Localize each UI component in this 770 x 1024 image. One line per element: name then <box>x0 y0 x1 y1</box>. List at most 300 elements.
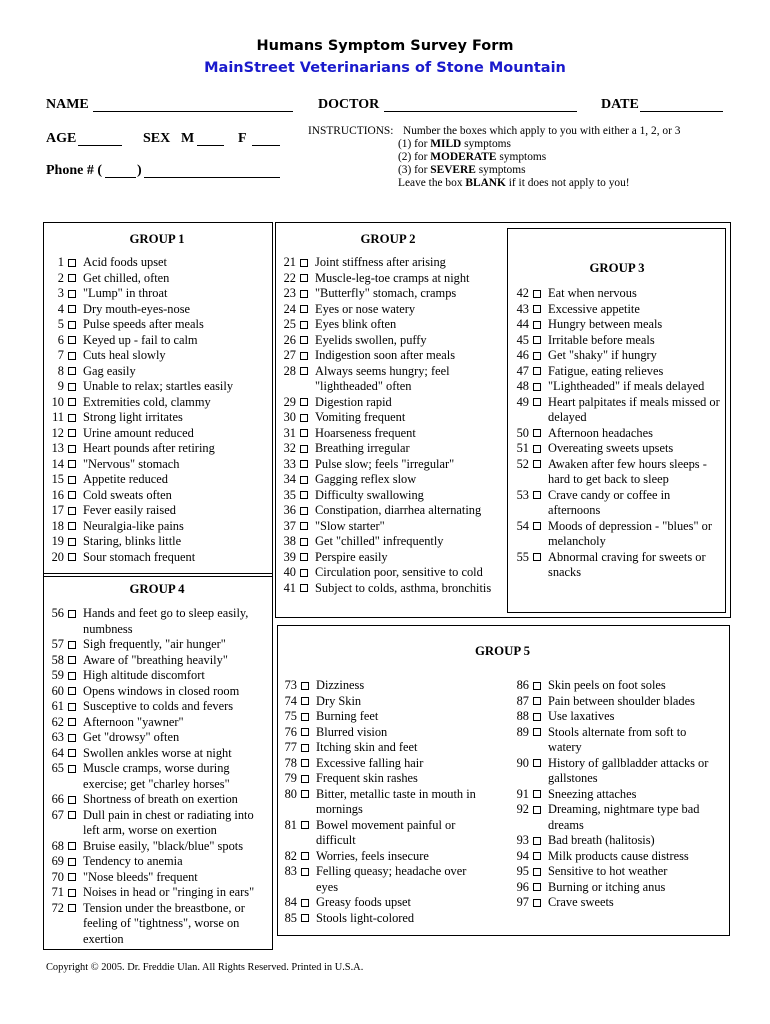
symptom-text: Milk products cause distress <box>548 848 689 863</box>
symptom-item <box>275 395 497 411</box>
symptom-number: 82 <box>284 848 297 863</box>
symptom-text: Worries, feels insecure <box>316 848 429 863</box>
symptom-number: 89 <box>516 724 529 739</box>
symptom-number: 61 <box>51 699 64 713</box>
symptom-number: 71 <box>51 885 64 899</box>
symptom-checkbox[interactable] <box>68 641 76 649</box>
symptom-checkbox[interactable] <box>533 290 541 298</box>
symptom-text: Cuts heal slowly <box>83 348 166 362</box>
symptom-checkbox[interactable] <box>300 491 308 499</box>
symptom-number: 23 <box>283 286 296 300</box>
symptom-text: Vomiting frequent <box>315 410 406 424</box>
symptom-number: 29 <box>283 394 296 409</box>
symptom-checkbox[interactable] <box>533 790 541 798</box>
symptom-text: Noises in head or "ringing in ears" <box>83 885 255 899</box>
symptom-number: 46 <box>516 348 529 362</box>
symptom-item <box>508 379 720 395</box>
symptom-checkbox[interactable] <box>68 703 76 711</box>
symptom-checkbox[interactable] <box>533 759 541 767</box>
group3-list <box>508 286 720 581</box>
symptom-text: Burning or itching anus <box>548 879 666 894</box>
symptom-checkbox[interactable] <box>533 398 541 406</box>
symptom-text: Sigh frequently, "air hunger" <box>83 637 226 651</box>
symptom-text: Get "drowsy" often <box>83 730 180 744</box>
symptom-checkbox[interactable] <box>533 728 541 736</box>
symptom-text: Eyelids swollen, puffy <box>315 332 427 347</box>
symptom-text: Abnormal craving for sweets or snacks <box>548 549 706 579</box>
symptom-checkbox[interactable] <box>301 868 309 876</box>
symptom-number: 58 <box>51 652 64 667</box>
symptom-checkbox[interactable] <box>533 899 541 907</box>
symptom-item <box>276 818 488 849</box>
symptom-item <box>43 302 265 318</box>
sex-female-label: F <box>238 131 247 146</box>
phone-area-code-field[interactable] <box>105 163 136 178</box>
symptom-item <box>276 678 488 694</box>
symptom-checkbox[interactable] <box>300 507 308 515</box>
symptom-checkbox[interactable] <box>68 491 76 499</box>
symptom-number: 49 <box>516 394 529 409</box>
symptom-checkbox[interactable] <box>68 858 76 866</box>
symptom-item <box>508 348 720 364</box>
symptom-checkbox[interactable] <box>533 429 541 437</box>
symptom-number: 45 <box>516 332 529 347</box>
phone-paren: ) <box>137 163 142 178</box>
symptom-checkbox[interactable] <box>68 718 76 726</box>
symptom-checkbox[interactable] <box>68 321 76 329</box>
symptom-number: 52 <box>516 456 529 471</box>
symptom-checkbox[interactable] <box>300 352 308 360</box>
symptom-text: Strong light irritates <box>83 410 183 424</box>
symptom-checkbox[interactable] <box>300 522 308 530</box>
group5-left-list <box>276 678 488 926</box>
symptom-checkbox[interactable] <box>68 672 76 680</box>
symptom-text: Gag easily <box>83 363 136 378</box>
symptom-text: Hungry between meals <box>548 317 663 331</box>
symptom-item <box>43 715 269 731</box>
symptom-checkbox[interactable] <box>533 806 541 814</box>
symptom-item <box>276 911 488 927</box>
symptom-text: Burning feet <box>316 709 379 723</box>
symptom-text: Get "chilled" infrequently <box>315 534 444 548</box>
symptom-number: 15 <box>51 472 64 486</box>
symptom-number: 64 <box>51 745 64 760</box>
symptom-checkbox[interactable] <box>301 790 309 798</box>
symptom-text: Dry mouth-eyes-nose <box>83 301 191 316</box>
symptom-text: Itching skin and feet <box>316 740 418 754</box>
symptom-checkbox[interactable] <box>68 904 76 912</box>
symptom-checkbox[interactable] <box>300 259 308 267</box>
symptom-number: 59 <box>51 668 64 682</box>
symptom-checkbox[interactable] <box>68 414 76 422</box>
symptom-item <box>275 457 497 473</box>
symptom-checkbox[interactable] <box>68 734 76 742</box>
symptom-number: 79 <box>284 771 297 785</box>
symptom-number: 39 <box>283 549 296 564</box>
symptom-checkbox[interactable] <box>533 837 541 845</box>
symptom-text: Staring, blinks little <box>83 534 182 548</box>
symptom-item <box>43 348 265 364</box>
symptom-item <box>275 364 497 395</box>
symptom-checkbox[interactable] <box>301 852 309 860</box>
symptom-item <box>43 550 265 566</box>
symptom-checkbox[interactable] <box>68 367 76 375</box>
symptom-checkbox[interactable] <box>301 775 309 783</box>
symptom-checkbox[interactable] <box>300 445 308 453</box>
name-field[interactable] <box>93 97 293 112</box>
symptom-checkbox[interactable] <box>301 914 309 922</box>
symptom-text: Urine amount reduced <box>83 425 194 440</box>
symptom-checkbox[interactable] <box>533 522 541 530</box>
symptom-item <box>43 792 269 808</box>
symptom-text: "Lump" in throat <box>83 286 168 300</box>
symptom-checkbox[interactable] <box>301 697 309 705</box>
symptom-item <box>275 441 497 457</box>
symptom-text: Heart pounds after retiring <box>83 441 215 455</box>
symptom-text: Circulation poor, sensitive to cold <box>315 565 483 579</box>
symptom-text: Blurred vision <box>316 724 388 739</box>
symptom-number: 35 <box>283 487 296 502</box>
symptom-item <box>508 678 720 694</box>
symptom-text: Stools light-colored <box>316 910 415 925</box>
symptom-checkbox[interactable] <box>68 889 76 897</box>
symptom-item <box>508 709 720 725</box>
symptom-text: Irritable before meals <box>548 332 655 347</box>
group3-title: GROUP 3 <box>589 261 645 275</box>
symptom-checkbox[interactable] <box>533 460 541 468</box>
symptom-text: Afternoon "yawner" <box>83 714 184 729</box>
symptom-number: 26 <box>283 332 296 347</box>
symptom-checkbox[interactable] <box>68 398 76 406</box>
symptom-checkbox[interactable] <box>300 460 308 468</box>
group4-list <box>43 606 269 947</box>
symptom-checkbox[interactable] <box>300 429 308 437</box>
symptom-number: 42 <box>516 286 529 300</box>
symptom-item <box>276 756 488 772</box>
symptom-checkbox[interactable] <box>68 842 76 850</box>
symptom-text: Afternoon headaches <box>548 425 653 440</box>
symptom-item <box>43 534 265 550</box>
symptom-checkbox[interactable] <box>533 868 541 876</box>
symptom-number: 51 <box>516 441 529 455</box>
symptom-checkbox[interactable] <box>300 553 308 561</box>
symptom-number: 43 <box>516 301 529 316</box>
symptom-checkbox[interactable] <box>300 414 308 422</box>
symptom-item <box>43 637 269 653</box>
symptom-item <box>43 808 269 839</box>
symptom-text: Skin peels on foot soles <box>548 678 666 692</box>
symptom-checkbox[interactable] <box>68 522 76 530</box>
symptom-item <box>43 653 269 669</box>
symptom-checkbox[interactable] <box>68 656 76 664</box>
symptom-item <box>43 395 265 411</box>
sex-female-field[interactable] <box>252 131 280 146</box>
symptom-text: Difficulty swallowing <box>315 487 424 502</box>
symptom-text: Fatigue, eating relieves <box>548 363 664 378</box>
symptom-checkbox[interactable] <box>301 821 309 829</box>
symptom-item <box>508 441 720 457</box>
symptom-checkbox[interactable] <box>533 336 541 344</box>
symptom-number: 37 <box>283 518 296 533</box>
symptom-checkbox[interactable] <box>68 873 76 881</box>
symptom-item <box>275 302 497 318</box>
symptom-checkbox[interactable] <box>68 749 76 757</box>
symptom-text: Crave sweets <box>548 895 614 909</box>
symptom-number: 11 <box>52 410 64 424</box>
symptom-text: Bruise easily, "black/blue" spots <box>83 838 244 853</box>
symptom-number: 62 <box>51 714 64 729</box>
symptom-item <box>508 488 720 519</box>
symptom-checkbox[interactable] <box>68 687 76 695</box>
symptom-item <box>43 668 269 684</box>
instructions-label: INSTRUCTIONS: <box>308 125 394 137</box>
symptom-number: 30 <box>283 410 296 424</box>
symptom-item <box>508 849 720 865</box>
symptom-checkbox[interactable] <box>533 682 541 690</box>
symptom-checkbox[interactable] <box>533 697 541 705</box>
symptom-text: Dizziness <box>316 678 365 692</box>
symptom-item <box>275 581 497 597</box>
symptom-text: Felling queasy; headache over eyes <box>316 864 467 894</box>
symptom-checkbox[interactable] <box>68 538 76 546</box>
symptom-checkbox[interactable] <box>300 336 308 344</box>
symptom-item <box>508 833 720 849</box>
symptom-number: 97 <box>516 895 529 909</box>
sex-male-field[interactable] <box>197 131 224 146</box>
symptom-number: 48 <box>516 379 529 393</box>
symptom-item <box>43 839 269 855</box>
symptom-checkbox[interactable] <box>300 290 308 298</box>
symptom-number: 77 <box>284 740 297 754</box>
symptom-number: 22 <box>283 270 296 285</box>
symptom-text: Moods of depression - "blues" or melancholy <box>548 518 712 548</box>
symptom-number: 6 <box>57 332 64 347</box>
symptom-text: Stools alternate from soft to watery <box>548 724 687 754</box>
symptom-checkbox[interactable] <box>300 538 308 546</box>
symptom-number: 65 <box>51 761 64 775</box>
symptom-number: 81 <box>284 817 297 832</box>
symptom-checkbox[interactable] <box>533 713 541 721</box>
symptom-item <box>508 802 720 833</box>
symptom-checkbox[interactable] <box>68 290 76 298</box>
symptom-number: 80 <box>284 786 297 801</box>
symptom-item <box>508 302 720 318</box>
symptom-item <box>508 333 720 349</box>
doctor-field[interactable] <box>384 97 577 112</box>
symptom-item <box>275 565 497 581</box>
date-field[interactable] <box>640 97 723 112</box>
symptom-number: 88 <box>516 709 529 723</box>
symptom-checkbox[interactable] <box>300 569 308 577</box>
symptom-checkbox[interactable] <box>533 852 541 860</box>
symptom-item <box>508 725 720 756</box>
symptom-checkbox[interactable] <box>300 274 308 282</box>
group1-list <box>43 255 265 565</box>
symptom-number: 83 <box>284 864 297 878</box>
instructions-text: Number the boxes which apply to you with either a 1, 2, or 3 <box>403 125 681 137</box>
symptom-item <box>508 426 720 442</box>
instruction-blank: Leave the box BLANK if it does not apply to you! <box>398 177 630 189</box>
symptom-number: 12 <box>51 425 64 440</box>
symptom-checkbox[interactable] <box>533 321 541 329</box>
symptom-number: 57 <box>51 637 64 651</box>
symptom-text: Acid foods upset <box>83 255 167 269</box>
symptom-number: 40 <box>283 565 296 579</box>
symptom-text: Perspire easily <box>315 549 388 564</box>
symptom-checkbox[interactable] <box>301 759 309 767</box>
symptom-item <box>508 550 720 581</box>
symptom-text: Aware of "breathing heavily" <box>83 652 228 667</box>
symptom-item <box>43 333 265 349</box>
symptom-item <box>508 317 720 333</box>
symptom-item <box>43 488 265 504</box>
symptom-checkbox[interactable] <box>300 367 308 375</box>
symptom-number: 56 <box>51 606 64 620</box>
symptom-checkbox[interactable] <box>68 553 76 561</box>
symptom-item <box>276 849 488 865</box>
symptom-number: 91 <box>516 786 529 801</box>
symptom-checkbox[interactable] <box>68 796 76 804</box>
symptom-checkbox[interactable] <box>533 367 541 375</box>
symptom-text: Tension under the breastbone, or feeling of "tightness", worse on exertion <box>83 900 245 946</box>
symptom-number: 86 <box>516 678 529 692</box>
symptom-checkbox[interactable] <box>533 305 541 313</box>
group5-right-list <box>508 678 720 911</box>
symptom-text: Sneezing attaches <box>548 786 637 801</box>
symptom-number: 7 <box>57 348 64 362</box>
symptom-checkbox[interactable] <box>68 274 76 282</box>
symptom-checkbox[interactable] <box>533 383 541 391</box>
sex-label: SEX <box>143 131 171 146</box>
symptom-number: 55 <box>516 549 529 564</box>
symptom-number: 70 <box>51 869 64 884</box>
symptom-item <box>43 426 265 442</box>
symptom-item <box>275 333 497 349</box>
symptom-item <box>43 699 269 715</box>
symptom-number: 95 <box>516 864 529 878</box>
symptom-number: 68 <box>51 838 64 853</box>
symptom-item <box>43 457 265 473</box>
symptom-number: 41 <box>283 580 296 595</box>
symptom-item <box>43 255 265 271</box>
symptom-text: Crave candy or coffee in afternoons <box>548 487 671 517</box>
symptom-checkbox[interactable] <box>68 476 76 484</box>
symptom-checkbox[interactable] <box>300 398 308 406</box>
symptom-number: 32 <box>283 441 296 455</box>
symptom-number: 85 <box>284 910 297 925</box>
phone-label: Phone # ( <box>46 163 102 178</box>
symptom-item <box>43 885 269 901</box>
symptom-text: Gagging reflex slow <box>315 472 417 486</box>
symptom-number: 96 <box>516 879 529 894</box>
phone-number-field[interactable] <box>144 163 280 178</box>
symptom-text: Neuralgia-like pains <box>83 518 184 533</box>
symptom-item <box>275 503 497 519</box>
symptom-checkbox[interactable] <box>533 883 541 891</box>
symptom-checkbox[interactable] <box>68 352 76 360</box>
symptom-checkbox[interactable] <box>301 682 309 690</box>
symptom-number: 94 <box>516 848 529 863</box>
symptom-checkbox[interactable] <box>300 476 308 484</box>
symptom-checkbox[interactable] <box>68 445 76 453</box>
symptom-number: 19 <box>51 534 64 548</box>
age-label: AGE <box>46 131 77 146</box>
symptom-item <box>43 379 265 395</box>
symptom-number: 44 <box>516 317 529 331</box>
symptom-text: Always seems hungry; feel "lightheaded" often <box>315 363 450 393</box>
symptom-checkbox[interactable] <box>533 352 541 360</box>
symptom-item <box>43 519 265 535</box>
symptom-checkbox[interactable] <box>533 491 541 499</box>
symptom-text: Dry Skin <box>316 693 362 708</box>
symptom-checkbox[interactable] <box>68 765 76 773</box>
symptom-checkbox[interactable] <box>68 305 76 313</box>
symptom-checkbox[interactable] <box>300 584 308 592</box>
symptom-checkbox[interactable] <box>68 460 76 468</box>
symptom-text: Heart palpitates if meals missed or delayed <box>548 394 720 424</box>
symptom-number: 5 <box>57 317 64 331</box>
symptom-item <box>508 895 720 911</box>
symptom-checkbox[interactable] <box>533 553 541 561</box>
symptom-checkbox[interactable] <box>301 744 309 752</box>
symptom-checkbox[interactable] <box>68 259 76 267</box>
symptom-text: Pain between shoulder blades <box>548 693 695 708</box>
age-field[interactable] <box>78 131 122 146</box>
symptom-item <box>43 684 269 700</box>
symptom-checkbox[interactable] <box>68 383 76 391</box>
symptom-number: 28 <box>283 363 296 378</box>
symptom-number: 92 <box>516 802 529 816</box>
symptom-checkbox[interactable] <box>68 507 76 515</box>
symptom-number: 4 <box>57 301 64 316</box>
symptom-checkbox[interactable] <box>300 321 308 329</box>
symptom-item <box>43 317 265 333</box>
symptom-number: 2 <box>57 270 64 285</box>
symptom-item <box>276 771 488 787</box>
symptom-checkbox[interactable] <box>301 899 309 907</box>
symptom-item <box>508 787 720 803</box>
symptom-number: 69 <box>51 854 64 868</box>
symptom-checkbox[interactable] <box>301 713 309 721</box>
symptom-number: 31 <box>283 425 296 440</box>
symptom-item <box>43 730 269 746</box>
symptom-item <box>276 895 488 911</box>
symptom-checkbox[interactable] <box>68 429 76 437</box>
symptom-text: Use laxatives <box>548 709 615 723</box>
group2-title: GROUP 2 <box>360 232 416 246</box>
symptom-text: High altitude discomfort <box>83 668 205 682</box>
symptom-number: 66 <box>51 792 64 806</box>
symptom-text: Pulse speeds after meals <box>83 317 204 331</box>
symptom-checkbox[interactable] <box>68 610 76 618</box>
symptom-text: Pulse slow; feels "irregular" <box>315 456 455 471</box>
symptom-item <box>276 709 488 725</box>
symptom-item <box>508 286 720 302</box>
symptom-checkbox[interactable] <box>533 445 541 453</box>
symptom-text: "Lightheaded" if meals delayed <box>548 379 705 393</box>
symptom-checkbox[interactable] <box>68 811 76 819</box>
symptom-checkbox[interactable] <box>301 728 309 736</box>
symptom-item <box>43 870 269 886</box>
symptom-checkbox[interactable] <box>300 305 308 313</box>
instruction-mild: (1) for MILD symptoms <box>398 138 511 150</box>
symptom-item <box>508 694 720 710</box>
symptom-number: 63 <box>51 730 64 744</box>
symptom-checkbox[interactable] <box>68 336 76 344</box>
symptom-text: "Slow starter" <box>315 518 385 533</box>
symptom-item <box>43 854 269 870</box>
symptom-text: Fever easily raised <box>83 503 176 517</box>
